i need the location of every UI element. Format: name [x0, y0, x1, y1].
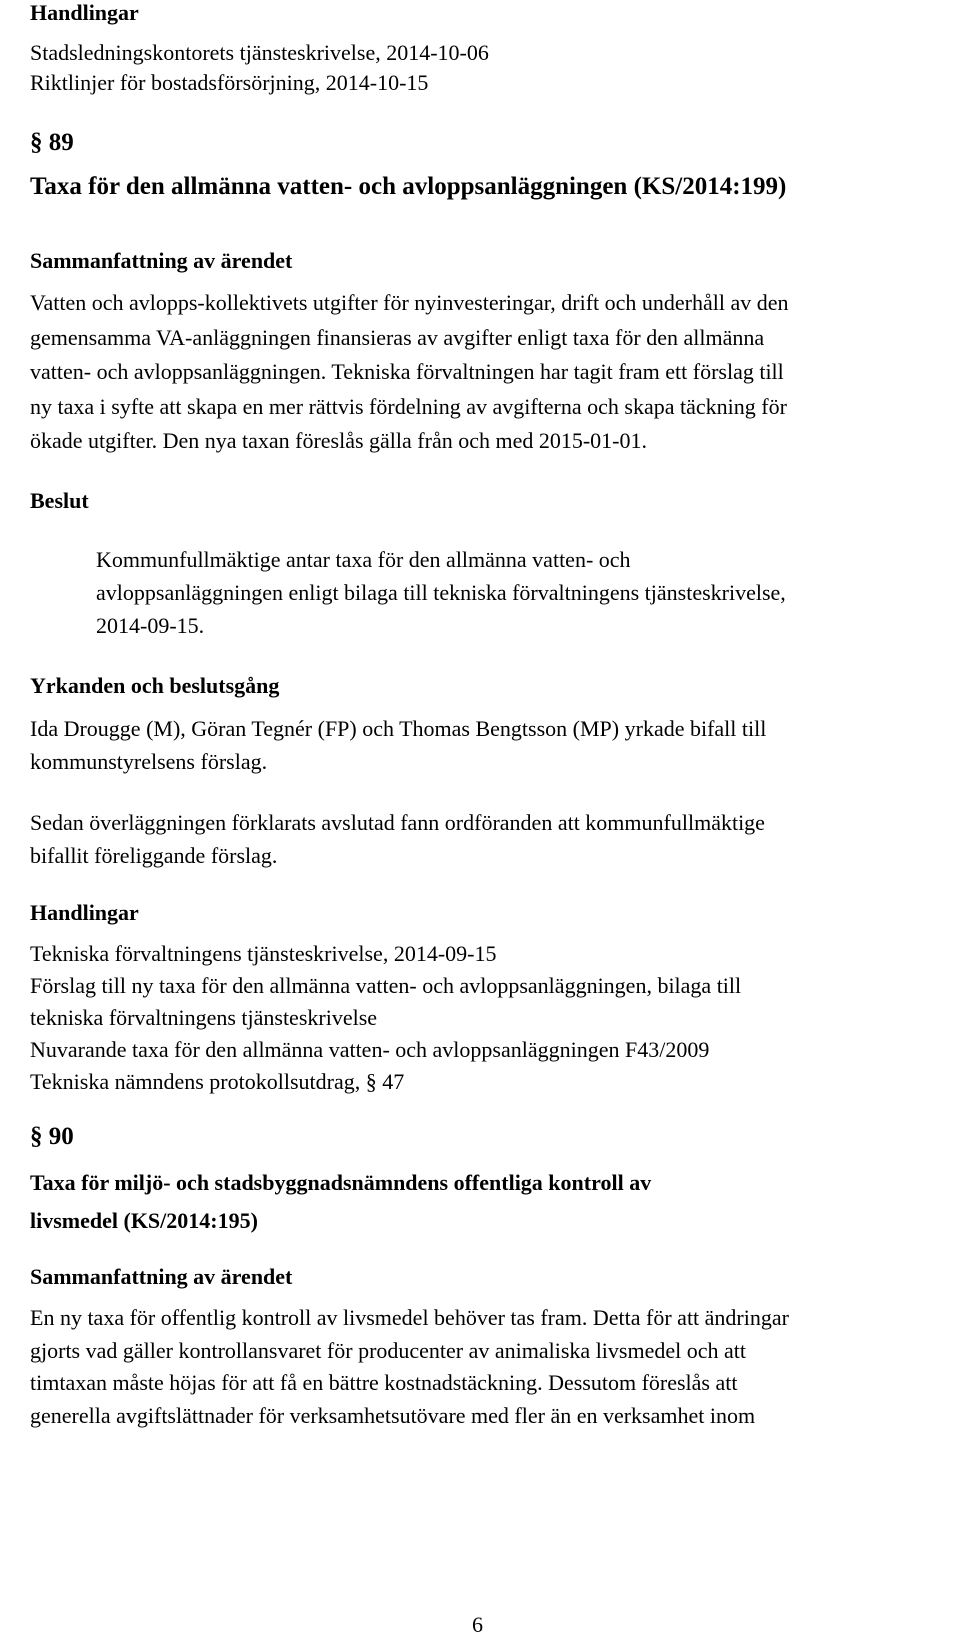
item-89-title: Taxa för den allmänna vatten- och avloppsanläggningen (KS/2014:199): [30, 173, 787, 200]
text-line: kommunstyrelsens förslag.: [30, 749, 268, 774]
summary-paragraph-90: [30, 1302, 935, 1432]
list-item: tekniska förvaltningens tjänsteskrivelse: [30, 1005, 378, 1030]
text-line: 2014-09-15.: [96, 613, 205, 638]
text-line: gjorts vad gäller kontrollansvaret för producenter av animaliska livsmedel och att: [30, 1337, 746, 1363]
text-line: Sedan överläggningen förklarats avslutad fann ordföranden att kommunfullmäktige: [30, 810, 765, 835]
handlingar-heading-89: Handlingar: [30, 900, 139, 925]
text-line: Ida Drougge (M), Göran Tegnér (FP) och Thomas Bengtsson (MP) yrkade bifall till: [30, 716, 767, 741]
text-line: generella avgiftslättnader för verksamhetsutövare med fler än en verksamhet inom: [30, 1402, 756, 1428]
page-number: 6: [472, 1612, 483, 1637]
text-line: gemensamma VA-anläggningen finansieras av avgifter enligt taxa för den allmänna: [30, 324, 765, 350]
yrkanden-paragraph: [30, 712, 935, 778]
text-line: vatten- och avloppsanläggningen. Tekniska förvaltningen har tagit fram ett förslag till: [30, 359, 784, 384]
title-line: Taxa för miljö- och stadsbyggnadsnämndens offentliga kontroll av: [30, 1170, 652, 1195]
summary-heading-90: Sammanfattning av ärendet: [30, 1264, 293, 1289]
yrkanden-heading: Yrkanden och beslutsgång: [30, 673, 280, 698]
list-item: Förslag till ny taxa för den allmänna vatten- och avloppsanläggningen, bilaga till: [30, 973, 742, 998]
handlingar-list-89: [30, 938, 935, 1098]
text-line: ökade utgifter. Den nya taxan föreslås gälla från och med 2015-01-01.: [30, 428, 648, 453]
text-line: bifallit föreliggande förslag.: [30, 843, 278, 868]
title-line: livsmedel (KS/2014:195): [30, 1208, 258, 1233]
text-line: ny taxa i syfte att skapa en mer rättvis fördelning av avgifterna och skapa täckning för: [30, 393, 787, 419]
text-line: En ny taxa för offentlig kontroll av livsmedel behöver tas fram. Detta för att ändringar: [30, 1305, 789, 1330]
reference-line-2: Riktlinjer för bostadsförsörjning, 2014-10-15: [30, 70, 429, 95]
list-item: Tekniska nämndens protokollsutdrag, § 47: [30, 1069, 405, 1094]
section-number-90: § 90: [30, 1123, 74, 1150]
item-90-title: [30, 1164, 935, 1240]
text-line: Vatten och avlopps-kollektivets utgifter för nyinvesteringar, drift och underhåll av den: [30, 290, 789, 315]
list-item: Tekniska förvaltningens tjänsteskrivelse, 2014-09-15: [30, 941, 497, 966]
text-line: avloppsanläggningen enligt bilaga till tekniska förvaltningens tjänsteskrivelse,: [96, 580, 786, 605]
sedan-paragraph: [30, 806, 935, 872]
summary-paragraph-89: [30, 286, 935, 459]
reference-line-1: Stadsledningskontorets tjänsteskrivelse, 2014-10-06: [30, 40, 489, 65]
list-item: Nuvarande taxa för den allmänna vatten- och avloppsanläggningen F43/2009: [30, 1037, 710, 1062]
beslut-heading: Beslut: [30, 488, 89, 513]
section-number-89: § 89: [30, 129, 74, 156]
text-line: timtaxan måste höjas för att få en bättre kostnadstäckning. Dessutom föreslås att: [30, 1370, 738, 1395]
summary-heading-89: Sammanfattning av ärendet: [30, 248, 293, 273]
handlingar-heading-top: Handlingar: [30, 0, 139, 25]
text-line: Kommunfullmäktige antar taxa för den allmänna vatten- och: [96, 547, 631, 572]
beslut-paragraph: [96, 543, 946, 642]
